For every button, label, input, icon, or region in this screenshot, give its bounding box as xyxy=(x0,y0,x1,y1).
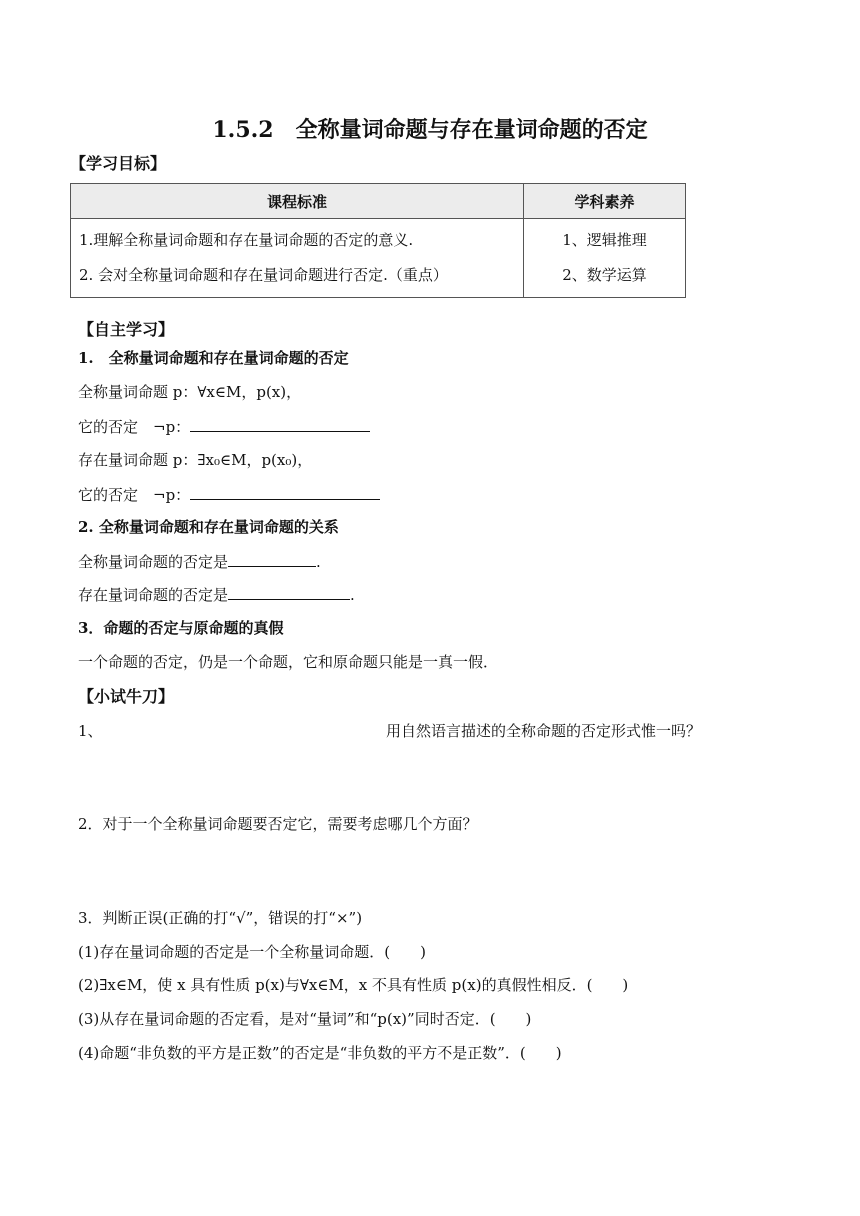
question-3-item-1: (1)存在量词命题的否定是一个全称量词命题．( ) xyxy=(78,943,426,961)
relation-1-label: 全称量词命题的否定是 xyxy=(78,553,229,571)
standard-1: 1.理解全称量词命题和存在量词命题的否定的意义. xyxy=(79,231,414,249)
relation-2-label: 存在量词命题的否定是 xyxy=(78,586,229,604)
standard-2: 2. 会对全称量词命题和存在量词命题进行否定.（重点） xyxy=(79,266,448,284)
section-3-title: 3．命题的否定与原命题的真假 xyxy=(78,619,284,637)
standards-cell xyxy=(71,219,524,298)
literacy-cell xyxy=(524,219,686,298)
learning-goals-table xyxy=(70,183,686,298)
try-it-heading: 【小试牛刀】 xyxy=(78,687,175,706)
question-3-item-2: (2)∃x∈M，使 x 具有性质 p(x)与∀x∈M，x 不具有性质 p(x)的真假性相反．( ) xyxy=(78,976,629,994)
relation-2-line: 存在量词命题的否定是 . xyxy=(78,583,355,605)
existential-negation-label: 它的否定 ¬p： xyxy=(78,486,191,504)
literacy-1: 1、逻辑推理 xyxy=(562,231,647,249)
relation-1-line: 全称量词命题的否定是 . xyxy=(78,550,321,572)
literacy-2: 2、数学运算 xyxy=(562,266,647,284)
section-1-title: 1. 全称量词命题和存在量词命题的否定 xyxy=(78,349,349,367)
existential-proposition: 存在量词命题 p：∃x₀∈M，p(x₀)， xyxy=(78,451,313,469)
col-header-standard: 课程标准 xyxy=(71,184,524,219)
question-1-text: 用自然语言描述的全称命题的否定形式惟一吗？ xyxy=(386,722,702,740)
universal-negation-label: 它的否定 ¬p： xyxy=(78,418,191,436)
page-title: 1.5.2 全称量词命题与存在量词命题的否定 xyxy=(212,117,648,143)
section-2-title: 2. 全称量词命题和存在量词命题的关系 xyxy=(78,518,339,536)
question-3-item-3: (3)从存在量词命题的否定看，是对“量词”和“p(x)”同时否定．( ) xyxy=(78,1010,532,1028)
question-3-item-4: (4)命题“非负数的平方是正数”的否定是“非负数的平方不是正数”．( ) xyxy=(78,1044,562,1062)
answer-blank[interactable] xyxy=(190,415,370,432)
section-3-text: 一个命题的否定，仍是一个命题，它和原命题只能是一真一假． xyxy=(78,653,499,671)
question-3: 3．判断正误(正确的打“√”，错误的打“×”) xyxy=(78,909,363,927)
self-study-heading: 【自主学习】 xyxy=(78,320,175,339)
existential-negation-line xyxy=(78,483,380,505)
answer-blank[interactable] xyxy=(228,550,316,567)
question-1-number: 1、 xyxy=(78,722,103,740)
answer-blank[interactable] xyxy=(228,583,350,600)
universal-negation-line xyxy=(78,415,370,437)
learning-goals-heading: 【学习目标】 xyxy=(70,154,167,173)
question-2: 2．对于一个全称量词命题要否定它，需要考虑哪几个方面？ xyxy=(78,815,478,833)
universal-proposition: 全称量词命题 p：∀x∈M，p(x)， xyxy=(78,383,302,401)
answer-blank[interactable] xyxy=(190,483,380,500)
col-header-literacy: 学科素养 xyxy=(524,184,686,219)
